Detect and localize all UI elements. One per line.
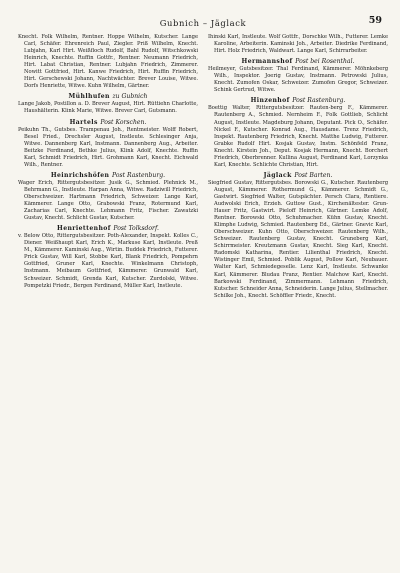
post-office: Post Korschen. (100, 118, 147, 126)
two-column-body (18, 34, 388, 564)
place-name: Henriettenhof (57, 225, 111, 233)
section-entries: Siegfried Gustav, Rittergutsbes. Borowski G., Kutscher. Rautenberg August, Kämmerer. Rothermund G., Kämmerer. Schmidt G., Gastwirt. Siegfried Walter, Gutspächter. Persch Clara, Rentiere. Audwolski Erich, Erzieh. Guttow Gust., Kirchenältester. Grun-Hauer Fritz, Gastwirt. Pieloff Heinrich, Gärtner. Lemke Adolf, Rentner. Borowski Otto, Schuhmacher. Kühn Gustav, Knecht. Klimphe Ludwig, Schmied. Rautenberg Ed., Gärtner. Gnevic Karl, Oberschweizer. Kuhn Otto, Oberschweizer. Rautenberg Wilh., Schweizer. Rautenberg Gustav, Knecht. Gruneberg Karl, Schirrmeister. Kreutzmann Gustav, Knecht. Sieg Karl, Knecht. Radomski Katharina, Rentier. Lilienthal Friedrich, Knecht. Wistinger Emil, Schmied. Poblik August, Pollow Karl, Neubauer. Walter Karl, Schmiedegeselle. Lenz Karl, Instleute. Schwanke Karl, Kämmerer. Bludau Franz, Rentier. Malchow Karl, Knecht. Barkowski Ferdinand, Zimmermann. Lehmann Friedrich, Kutscher. Schneider Anna, Schneiderin. Lange Julius, Stellmacher. Schilke Joh., Knecht. Schöffler Friedr., Knecht. (208, 179, 388, 299)
post-office: Post Barten. (294, 171, 333, 179)
section-entries: Boettig Walter, Rittergutsbesitzer. Rauten-berg F., Kämmerer. Rautenberg A., Schmied. Nernheim F., Folk Gottlieb, Schlicht August, Instleute. Magdeburg Johann, Deputant. Pick O., Schäfer. Nickel F., Kutscher. Konrad Aug., Hausdame. Trenz Friedrich, Inspekt. Rautenberg Friedrich, Knecht. Matthe Ludwig, Futterer. Grabke Rudolf Hirt. Kosjak Gustav, Instm. Schönfeld Franz, Knecht. Kirstein Joh., Deput. Kosjak Hermann, Knecht. Borchert Friedrich, Oberbrenner. Kullina August, Ferdinand Karl, Lorzynka Karl, Knechte. Schlichte Christian, Hirt. (208, 105, 388, 168)
running-title: Gubnich – Jäglack (159, 18, 247, 28)
post-office: Post Tolksdorf. (113, 225, 159, 233)
section-heading-heinrichshoefen (18, 172, 198, 179)
post-office: Post Rastenburg. (292, 97, 346, 105)
place-name: Jäglack (263, 171, 292, 179)
section-heading-jaeglack (208, 172, 388, 179)
post-office: Post bei Rosenthal. (295, 58, 355, 66)
section-entries: Peikuhn Th., Gutsbes. Trampenau Joh., Rentmeister. Wolff Robert, Besel Fried., Drechsler August, Instleute. Schlesinger Anja, Witwe. Dannenberg Karl, Instmann. Dannenberg Aug., Arbeiter. Beitzke Ferdinand, Bethke Julius, Klink Adolf, Knechte. Ruffin Karl, Schmidt Friedrich, Hirt. Grohmann Karl, Knecht. Eichwald Wilh., Rentner. (18, 126, 198, 168)
section-heading-henriettenhof (18, 225, 198, 232)
section-heading-hermannshof (208, 58, 388, 65)
page-header (18, 14, 388, 34)
place-name: Hermannshof (241, 58, 293, 66)
post-office: zu Gubnich (112, 93, 148, 101)
right-intro-paragraph: Ihinski Karl, Instleute. Wolf Gottfr., Dorschke Wilh., Futterer. Lemke Karoline, Arbeiterin. Kaminski Joh., Arbeiter. Diedrike Ferdinand, Hirt. Holz Friedrich, Waldwart. Lange Karl, Schirrarbeiter. (208, 34, 388, 55)
section-heading-muehlhufen (18, 93, 198, 100)
page-number: 59 (368, 15, 382, 26)
left-intro-paragraph: Knecht. Folk Wilhelm, Rentner. Hoppe Wilhelm, Kutscher. Lange Carl, Schäfer. Ehrenreich Paul, Ziegler. Priß Wilhelm, Knecht. Lubjahn, Karl Hirt. Weißfloch Rudolf, Bahl Rudolf, Witschkowski Heinrich, Knechte. Ruffin Gottfr., Rentner. Neumann Friedrich, Hirt. Labat Christian, Rentner. Lubjahn Friedrich, Zimmerer. Nowitt Gottfried, Hirt. Kanwe Friedrich, Hirt. Ruffin Friedrich, Hirt. Gerschewski Johann, Nachtwächter. Brever Louise, Witwe. Dorfs Henriette, Witwe. Kuhn Wilhelm, Gärtner. (18, 34, 198, 90)
post-office: Post Rastenburg. (112, 171, 166, 179)
section-entries: Wager Erich, Rittergutsbesitzer. Jusik G., Schmied. Plehnick M., Behrmann G., Instleute. Harpan Anna, Witwe. Radziwill Friedrich, Oberschweizer. Hartmann Friedrich, Schweizer. Lange Karl, Kämmerer. Lange Otto, Grabowski Franz, Rotermund Karl, Zacharias Carl, Knechte. Lehmann Fritz, Fischer. Zawatzki Gustav, Knecht. Schlicht Gustav, Kutscher. (18, 179, 198, 222)
section-entries: Lange Jakob, Postillon a. D. Brever August, Hirt. Rüttiehn Charlotte, Haushälterin. Klink Marie, Witwe. Brever Carl, Gutsmann. (18, 101, 198, 115)
section-heading-hinzenhof (208, 97, 388, 104)
right-column (208, 34, 388, 564)
place-name: Hartels (69, 118, 98, 126)
left-column (18, 34, 198, 564)
section-heading-hartels (18, 119, 198, 126)
section-entries: Heilmeyer, Gutsbesitzer. Thal Ferdinand, Kämmerer. Möhnkeberg Wilh., Inspektor. Joerig Gustav, Instmann. Petrowski Julius, Knecht. Zumofen Oskar, Schweizer. Zumofen Gregor, Schweizer. Schink Gertrud, Witwe. (208, 66, 388, 94)
place-name: Mühlhufen (68, 93, 110, 101)
place-name: Hinzenhof (250, 97, 290, 105)
section-entries: v. Below Otto, Rittergutsbesitzer. Poth-Alexander, Inspekt. Kolles C., Diener. Weißhaupt Karl, Erich K., Markuse Karl, Instleute. Preß M., Kämmerer. Kaminski Aug., Wirtin. Buddek Friedrich, Futterer. Prick Gustav, Will Karl, Stobbe Karl, Blank Friedrich, Pompehrn Gottfried, Gruner Karl, Knechte. Winkelmann Christoph, Instmann. Meibaum Gottfried, Kämmerer. Grunwald Karl, Schweizer. Schmidt, Grenda Karl, Kutscher. Zurdolski, Witwe. Pompetzki Friedr., Bergen Ferdinand, Müller Karl, Instleute. (18, 233, 198, 289)
place-name: Heinrichshöfen (50, 171, 110, 179)
